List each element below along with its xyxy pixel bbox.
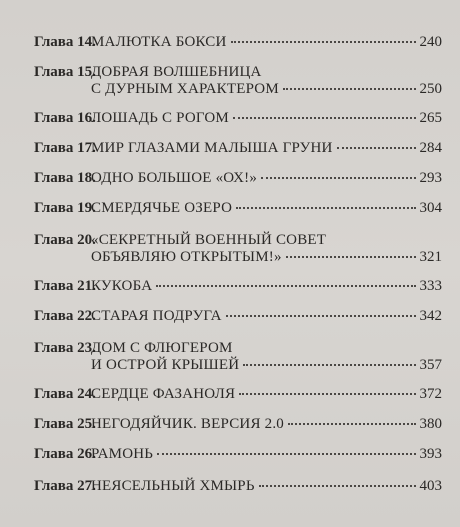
chapter-title: ЛОШАДЬ С РОГОМ bbox=[91, 110, 229, 126]
chapter-label: Глава 20. bbox=[34, 232, 96, 248]
toc-entry-22 bbox=[34, 308, 442, 325]
page-number: 380 bbox=[419, 416, 442, 432]
chapter-title: ДОБРАЯ ВОЛШЕБНИЦА bbox=[91, 64, 262, 80]
toc-entry-23 bbox=[34, 340, 442, 374]
toc-entry-25 bbox=[34, 416, 442, 433]
toc-entry-26 bbox=[34, 446, 442, 463]
page-number: 240 bbox=[419, 34, 442, 50]
chapter-title-cont: С ДУРНЫМ ХАРАКТЕРОМ bbox=[91, 81, 279, 97]
dot-leader bbox=[259, 485, 416, 487]
chapter-title: СТАРАЯ ПОДРУГА bbox=[91, 308, 222, 324]
dot-leader bbox=[156, 285, 415, 287]
chapter-title: «СЕКРЕТНЫЙ ВОЕННЫЙ СОВЕТ bbox=[91, 232, 327, 248]
page-number: 403 bbox=[419, 478, 442, 494]
toc-entry-15 bbox=[34, 64, 442, 98]
chapter-title: ОДНО БОЛЬШОЕ «ОХ!» bbox=[91, 170, 258, 186]
chapter-title: НЕЯСЕЛЬНЫЙ ХМЫРЬ bbox=[91, 478, 255, 494]
dot-leader bbox=[243, 364, 415, 366]
page-number: 321 bbox=[419, 249, 442, 265]
page-number: 265 bbox=[419, 110, 442, 126]
dot-leader bbox=[261, 177, 415, 179]
chapter-label: Глава 27. bbox=[34, 478, 96, 494]
page-number: 342 bbox=[419, 308, 442, 324]
toc-entry-19 bbox=[34, 200, 442, 217]
toc-entry-20 bbox=[34, 232, 442, 266]
chapter-title-cont: ОБЪЯВЛЯЮ ОТКРЫТЫМ!» bbox=[91, 249, 282, 265]
toc-entry-16 bbox=[34, 110, 442, 127]
page-number: 333 bbox=[419, 278, 442, 294]
chapter-title: КУКОБА bbox=[91, 278, 153, 294]
page-number: 357 bbox=[419, 357, 442, 373]
page-number: 393 bbox=[419, 446, 442, 462]
chapter-label: Глава 18. bbox=[34, 170, 96, 186]
chapter-label: Глава 21. bbox=[34, 278, 96, 294]
chapter-title: МИР ГЛАЗАМИ МАЛЫША ГРУНИ bbox=[91, 140, 333, 156]
chapter-label: Глава 15. bbox=[34, 64, 96, 80]
chapter-title: МАЛЮТКА БОКСИ bbox=[91, 34, 227, 50]
dot-leader bbox=[233, 117, 416, 119]
chapter-label: Глава 25. bbox=[34, 416, 96, 432]
dot-leader bbox=[283, 88, 416, 90]
chapter-label: Глава 26. bbox=[34, 446, 96, 462]
toc-entry-14 bbox=[34, 34, 442, 51]
page-number: 372 bbox=[419, 386, 442, 402]
chapter-label: Глава 23. bbox=[34, 340, 96, 356]
page-number: 250 bbox=[419, 81, 442, 97]
chapter-title: ДОМ С ФЛЮГЕРОМ bbox=[91, 340, 233, 356]
chapter-title: СЕРДЦЕ ФАЗАНОЛЯ bbox=[91, 386, 236, 402]
chapter-label: Глава 24. bbox=[34, 386, 96, 402]
toc-entry-18 bbox=[34, 170, 442, 187]
dot-leader bbox=[226, 315, 416, 317]
dot-leader bbox=[236, 207, 415, 209]
chapter-title: РАМОНЬ bbox=[91, 446, 154, 462]
toc-entry-17 bbox=[34, 140, 442, 157]
toc-entry-24 bbox=[34, 386, 442, 403]
chapter-label: Глава 16. bbox=[34, 110, 96, 126]
chapter-label: Глава 14. bbox=[34, 34, 96, 50]
toc-entry-27 bbox=[34, 478, 442, 495]
dot-leader bbox=[157, 453, 415, 455]
dot-leader bbox=[231, 41, 416, 43]
chapter-title: СМЕРДЯЧЬЕ ОЗЕРО bbox=[91, 200, 233, 216]
chapter-title-cont: И ОСТРОЙ КРЫШЕЙ bbox=[91, 357, 240, 373]
toc-entry-21 bbox=[34, 278, 442, 295]
page-number: 304 bbox=[419, 200, 442, 216]
page-number: 293 bbox=[419, 170, 442, 186]
chapter-title: НЕГОДЯЙЧИК. ВЕРСИЯ 2.0 bbox=[91, 416, 284, 432]
chapter-label: Глава 19. bbox=[34, 200, 96, 216]
page-number: 284 bbox=[419, 140, 442, 156]
dot-leader bbox=[286, 256, 416, 258]
dot-leader bbox=[337, 147, 416, 149]
chapter-label: Глава 17. bbox=[34, 140, 96, 156]
dot-leader bbox=[288, 423, 416, 425]
dot-leader bbox=[239, 393, 415, 395]
chapter-label: Глава 22. bbox=[34, 308, 96, 324]
